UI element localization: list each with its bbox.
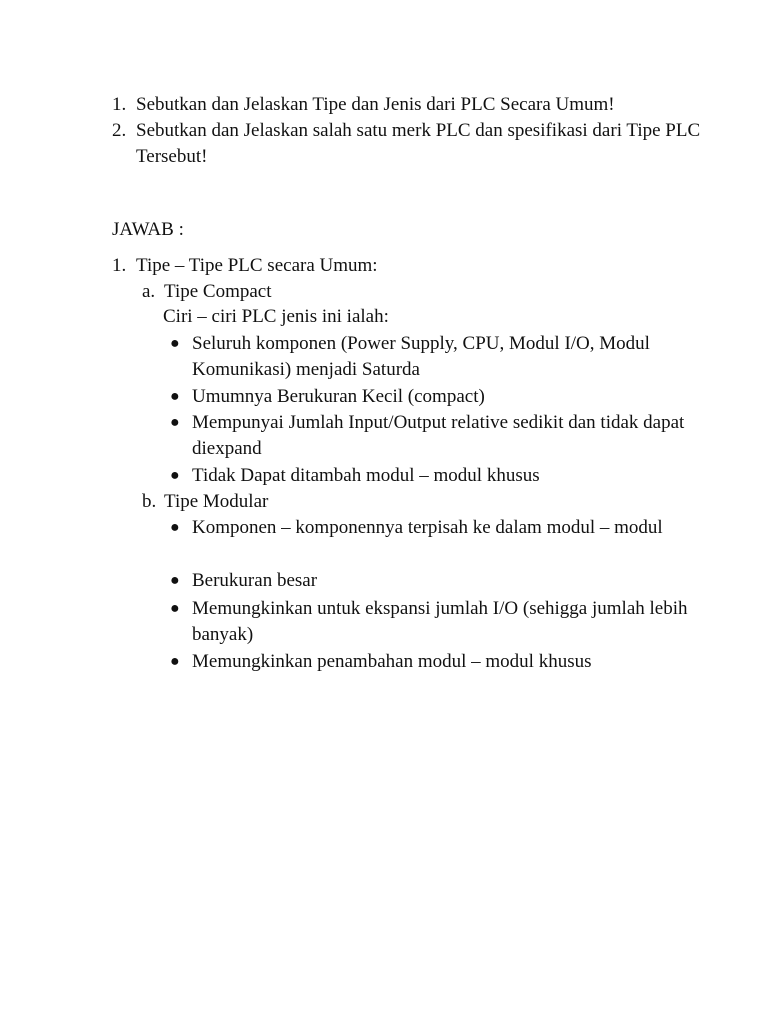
bullet-icon: ● xyxy=(170,572,180,589)
type-label: b. xyxy=(142,491,157,512)
type-compact-intro: Ciri – ciri PLC jenis ini ialah: xyxy=(163,306,389,327)
type-title: Tipe Compact xyxy=(164,281,272,302)
bullet-icon: ● xyxy=(170,467,180,484)
list-item-text: Memungkinkan untuk ekspansi jumlah I/O (sehigga jumlah lebih banyak) xyxy=(192,598,688,645)
list-item-text: Memungkinkan penambahan modul – modul khusus xyxy=(192,651,592,672)
list-item-text: Umumnya Berukuran Kecil (compact) xyxy=(192,386,485,407)
question-text: Sebutkan dan Jelaskan Tipe dan Jenis dari PLC Secara Umum! xyxy=(136,94,615,115)
question-number: 2. xyxy=(112,120,127,141)
bullet-icon: ● xyxy=(170,653,180,670)
list-item-text: Seluruh komponen (Power Supply, CPU, Modul I/O, Modul Komunikasi) menjadi Saturda xyxy=(192,333,650,380)
question-number: 1. xyxy=(112,94,127,115)
list-item-text: Komponen – komponennya terpisah ke dalam modul – modul xyxy=(192,517,663,538)
bullet-icon: ● xyxy=(170,388,180,405)
section-number: 1. xyxy=(112,255,127,276)
bullet-icon: ● xyxy=(170,519,180,536)
bullet-icon: ● xyxy=(170,414,180,431)
bullet-icon: ● xyxy=(170,335,180,352)
type-label: a. xyxy=(142,281,156,302)
list-item-text: Mempunyai Jumlah Input/Output relative sedikit dan tidak dapat diexpand xyxy=(192,412,685,459)
list-item-text: Berukuran besar xyxy=(192,570,318,591)
section-title: Tipe – Tipe PLC secara Umum: xyxy=(136,255,378,276)
list-item-text: Tidak Dapat ditambah modul – modul khusus xyxy=(192,465,540,486)
bullet-icon: ● xyxy=(170,600,180,617)
question-text: Sebutkan dan Jelaskan salah satu merk PLC dan spesifikasi dari Tipe PLC Tersebut! xyxy=(136,120,701,167)
type-title: Tipe Modular xyxy=(164,491,269,512)
answer-heading: JAWAB : xyxy=(112,219,184,240)
